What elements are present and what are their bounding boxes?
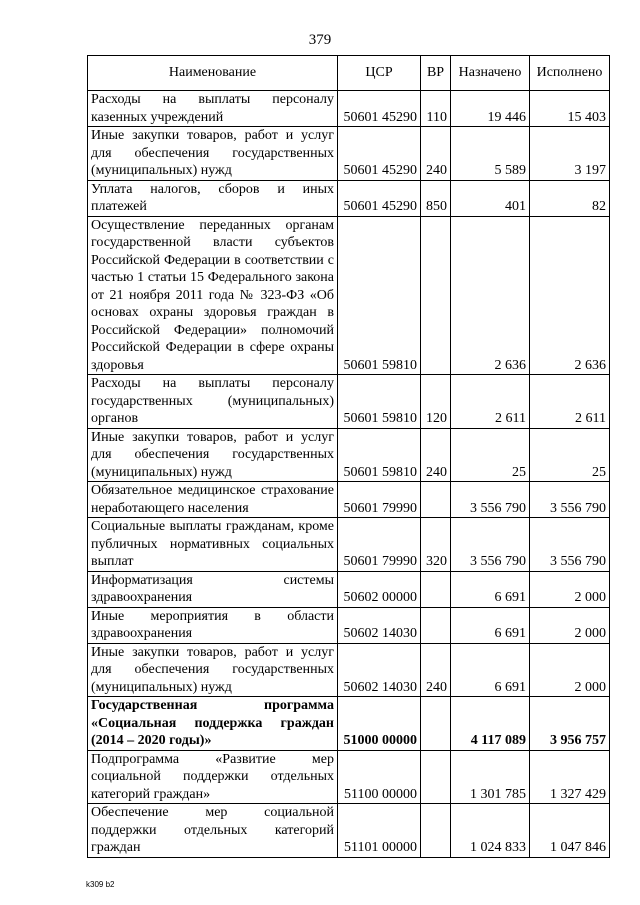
cell-name: Иные закупки товаров, работ и услуг для обеспечения государственных (муниципальных) нужд [88,127,338,181]
cell-executed: 25 [530,428,610,482]
cell-vr [421,216,451,375]
cell-planned: 3 556 790 [451,518,530,572]
table-row [88,571,610,607]
cell-executed: 2 611 [530,375,610,429]
table-row [88,643,610,697]
cell-executed: 2 000 [530,643,610,697]
table-row [88,482,610,518]
table-row [88,91,610,127]
cell-planned: 1 024 833 [451,804,530,858]
page-number: 379 [308,32,332,48]
cell-name: Иные закупки товаров, работ и услуг для обеспечения государственных (муниципальных) нужд [88,428,338,482]
table-row [88,804,610,858]
cell-executed: 3 556 790 [530,518,610,572]
table-row [88,127,610,181]
table-row [88,375,610,429]
cell-csr: 50601 45290 [338,180,421,216]
cell-vr [421,482,451,518]
cell-executed: 82 [530,180,610,216]
table-row [88,750,610,804]
cell-executed: 3 956 757 [530,697,610,751]
cell-csr: 50601 59810 [338,428,421,482]
cell-executed: 3 197 [530,127,610,181]
cell-planned: 401 [451,180,530,216]
table-row [88,518,610,572]
cell-executed: 2 000 [530,607,610,643]
cell-name: Расходы на выплаты персоналу государственных (муниципальных) органов [88,375,338,429]
cell-executed: 1 327 429 [530,750,610,804]
cell-csr: 50601 45290 [338,91,421,127]
cell-planned: 3 556 790 [451,482,530,518]
table-row [88,216,610,375]
cell-planned: 6 691 [451,643,530,697]
column-header-name: Наименование [88,56,338,91]
column-header-planned: Назначено [451,56,530,91]
cell-name: Обязательное медицинское страхование неработающего населения [88,482,338,518]
cell-vr: 850 [421,180,451,216]
cell-planned: 6 691 [451,571,530,607]
cell-csr: 51101 00000 [338,804,421,858]
cell-vr [421,750,451,804]
table-header-row [88,56,610,91]
cell-vr: 240 [421,643,451,697]
cell-csr: 51000 00000 [338,697,421,751]
table-row [88,607,610,643]
footer-code: k309 b2 [86,880,115,889]
cell-planned: 1 301 785 [451,750,530,804]
cell-vr [421,804,451,858]
cell-name: Подпрограмма «Развитие мер социальной поддержки отдельных категорий граждан» [88,750,338,804]
cell-vr: 120 [421,375,451,429]
cell-planned: 2 611 [451,375,530,429]
cell-planned: 4 117 089 [451,697,530,751]
table-body [88,91,610,858]
cell-vr: 110 [421,91,451,127]
cell-csr: 50601 79990 [338,518,421,572]
cell-name: Обеспечение мер социальной поддержки отдельных категорий граждан [88,804,338,858]
cell-name: Информатизация системы здравоохранения [88,571,338,607]
table-row [88,180,610,216]
cell-planned: 2 636 [451,216,530,375]
cell-executed: 2 636 [530,216,610,375]
cell-name: Расходы на выплаты персоналу казенных учреждений [88,91,338,127]
cell-planned: 5 589 [451,127,530,181]
cell-name: Иные закупки товаров, работ и услуг для обеспечения государственных (муниципальных) нужд [88,643,338,697]
cell-vr: 240 [421,428,451,482]
cell-vr [421,571,451,607]
cell-executed: 15 403 [530,91,610,127]
table-row [88,428,610,482]
cell-name: Государственная программа «Социальная поддержка граждан (2014 – 2020 годы)» [88,697,338,751]
table-row [88,697,610,751]
cell-executed: 3 556 790 [530,482,610,518]
cell-csr: 50601 59810 [338,375,421,429]
cell-csr: 50602 14030 [338,643,421,697]
budget-table [87,55,610,858]
cell-csr: 51100 00000 [338,750,421,804]
cell-name: Осуществление переданных органам государственной власти субъектов Российской Федерации в соответствии с частью 1 статьи 15 Федерального закона от 21 ноября 2011 года № 323-ФЗ «Об основах охраны здоровья граждан в Российской Федерации» полномочий Российской Федерации в сфере охраны здоровья [88,216,338,375]
cell-vr [421,697,451,751]
cell-csr: 50602 00000 [338,571,421,607]
cell-name: Социальные выплаты гражданам, кроме публичных нормативных социальных выплат [88,518,338,572]
cell-csr: 50602 14030 [338,607,421,643]
column-header-vr: ВР [421,56,451,91]
cell-executed: 1 047 846 [530,804,610,858]
cell-executed: 2 000 [530,571,610,607]
cell-csr: 50601 45290 [338,127,421,181]
cell-vr: 240 [421,127,451,181]
cell-csr: 50601 59810 [338,216,421,375]
cell-vr [421,607,451,643]
cell-name: Иные мероприятия в области здравоохранения [88,607,338,643]
cell-name: Уплата налогов, сборов и иных платежей [88,180,338,216]
column-header-executed: Исполнено [530,56,610,91]
cell-planned: 19 446 [451,91,530,127]
cell-planned: 25 [451,428,530,482]
column-header-csr: ЦСР [338,56,421,91]
cell-planned: 6 691 [451,607,530,643]
cell-csr: 50601 79990 [338,482,421,518]
cell-vr: 320 [421,518,451,572]
